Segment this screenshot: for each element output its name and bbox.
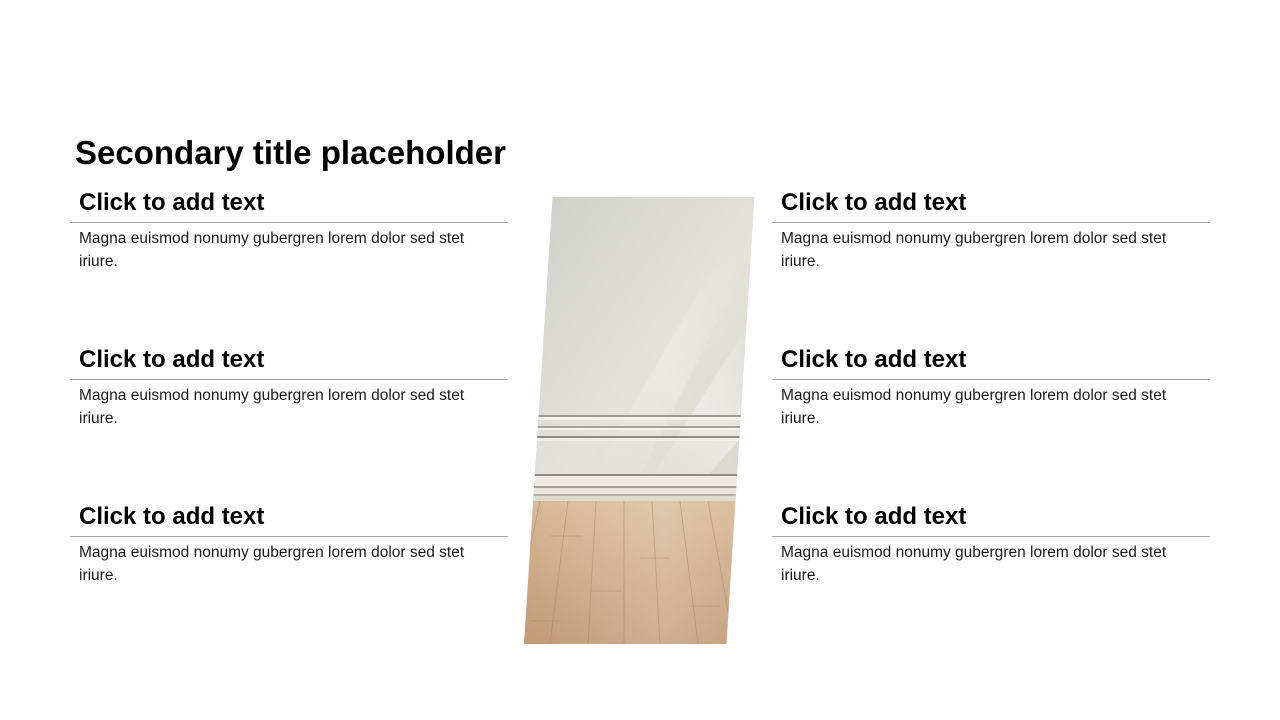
text-block-left-2[interactable]	[70, 343, 508, 430]
block-body[interactable]: Magna euismod nonumy gubergren lorem dolor sed stet iriure.	[79, 544, 465, 584]
room-photo-graphic	[520, 196, 760, 644]
block-heading[interactable]: Click to add text	[70, 500, 508, 537]
block-body[interactable]: Magna euismod nonumy gubergren lorem dolor sed stet iriure.	[781, 544, 1167, 584]
block-heading[interactable]: Click to add text	[772, 343, 1210, 380]
text-block-right-2[interactable]	[772, 343, 1210, 430]
slide-title[interactable]: Secondary title placeholder	[75, 134, 506, 171]
block-heading[interactable]: Click to add text	[70, 186, 508, 223]
text-block-left-3[interactable]	[70, 500, 508, 587]
block-body[interactable]: Magna euismod nonumy gubergren lorem dolor sed stet iriure.	[781, 230, 1167, 270]
block-heading[interactable]: Click to add text	[70, 343, 508, 380]
room-photo[interactable]	[520, 196, 760, 644]
text-block-right-3[interactable]	[772, 500, 1210, 587]
block-body[interactable]: Magna euismod nonumy gubergren lorem dolor sed stet iriure.	[79, 230, 465, 270]
text-block-right-1[interactable]	[772, 186, 1210, 273]
block-heading[interactable]: Click to add text	[772, 186, 1210, 223]
block-body[interactable]: Magna euismod nonumy gubergren lorem dolor sed stet iriure.	[79, 387, 465, 427]
block-body[interactable]: Magna euismod nonumy gubergren lorem dolor sed stet iriure.	[781, 387, 1167, 427]
block-heading[interactable]: Click to add text	[772, 500, 1210, 537]
text-block-left-1[interactable]	[70, 186, 508, 273]
